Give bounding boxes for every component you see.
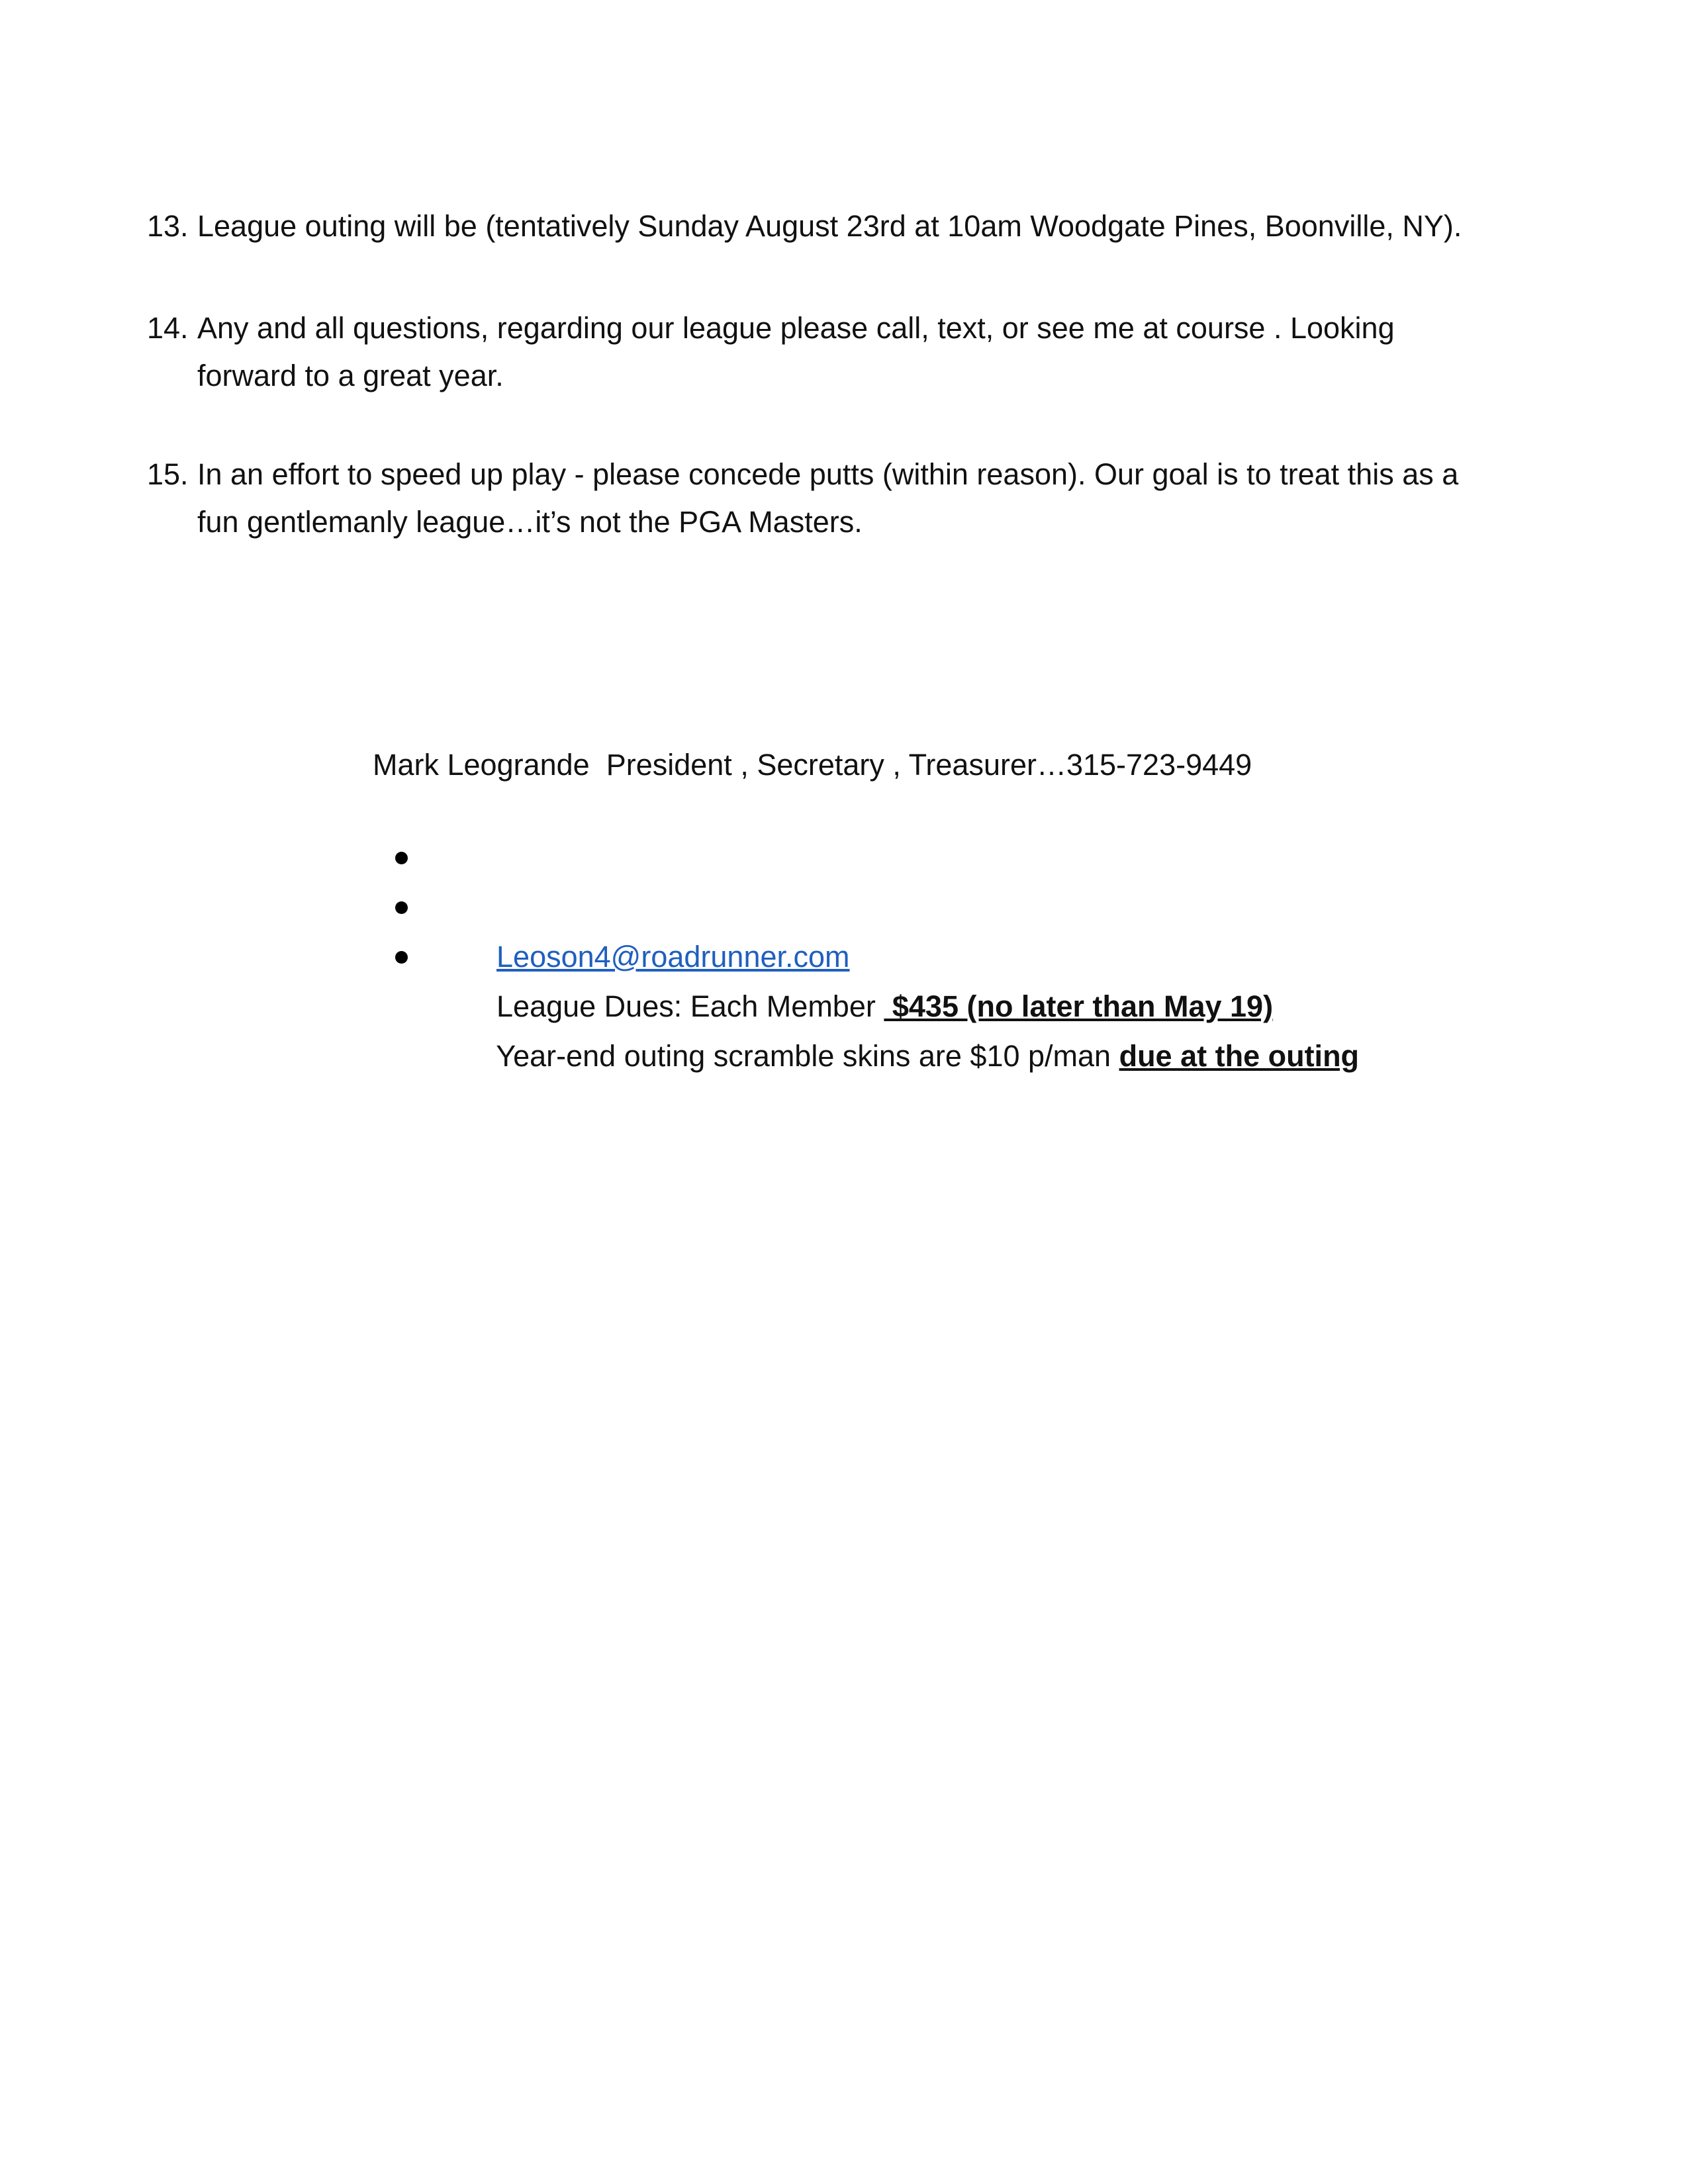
item-number: 13. bbox=[147, 209, 189, 243]
list-item-13 bbox=[147, 203, 1524, 250]
item-text bbox=[197, 451, 1524, 546]
item-text bbox=[197, 203, 1524, 250]
item-text bbox=[197, 304, 1524, 400]
dues-label: League Dues: Each Member bbox=[496, 989, 884, 1023]
bullet-dot-icon bbox=[395, 951, 408, 964]
list-item-14 bbox=[147, 304, 1524, 400]
bullet-dot-icon bbox=[395, 852, 408, 864]
list-item-15 bbox=[147, 451, 1524, 546]
item-line: forward to a great year. bbox=[197, 359, 504, 392]
dues-value: $435 (no later than May 19) bbox=[884, 989, 1274, 1023]
item-line: Any and all questions, regarding our league please call, text, or see me at course . Looking bbox=[197, 311, 1395, 345]
item-line: fun gentlemanly league…it’s not the PGA Masters. bbox=[197, 505, 863, 539]
email-link[interactable]: Leoson4@roadrunner.com bbox=[496, 940, 850, 974]
info-bullet-list bbox=[391, 833, 1582, 1073]
bullet-dot-icon bbox=[395, 901, 408, 914]
item-number: 14. bbox=[147, 311, 189, 345]
bullet-email bbox=[391, 833, 1582, 974]
skins-label: Year-end outing scramble skins are $10 p/man bbox=[496, 1039, 1119, 1073]
item-line: League outing will be (tentatively Sunday August 23rd at 10am Woodgate Pines, Boonville, NY). bbox=[197, 209, 1462, 243]
contact-line: Mark Leogrande President , Secretary , Treasurer…315-723-9449 bbox=[373, 748, 1252, 782]
skins-value: due at the outing bbox=[1119, 1039, 1360, 1073]
item-line: In an effort to speed up play - please concede putts (within reason). Our goal is to treat this as a bbox=[197, 457, 1459, 491]
item-number: 15. bbox=[147, 457, 189, 491]
